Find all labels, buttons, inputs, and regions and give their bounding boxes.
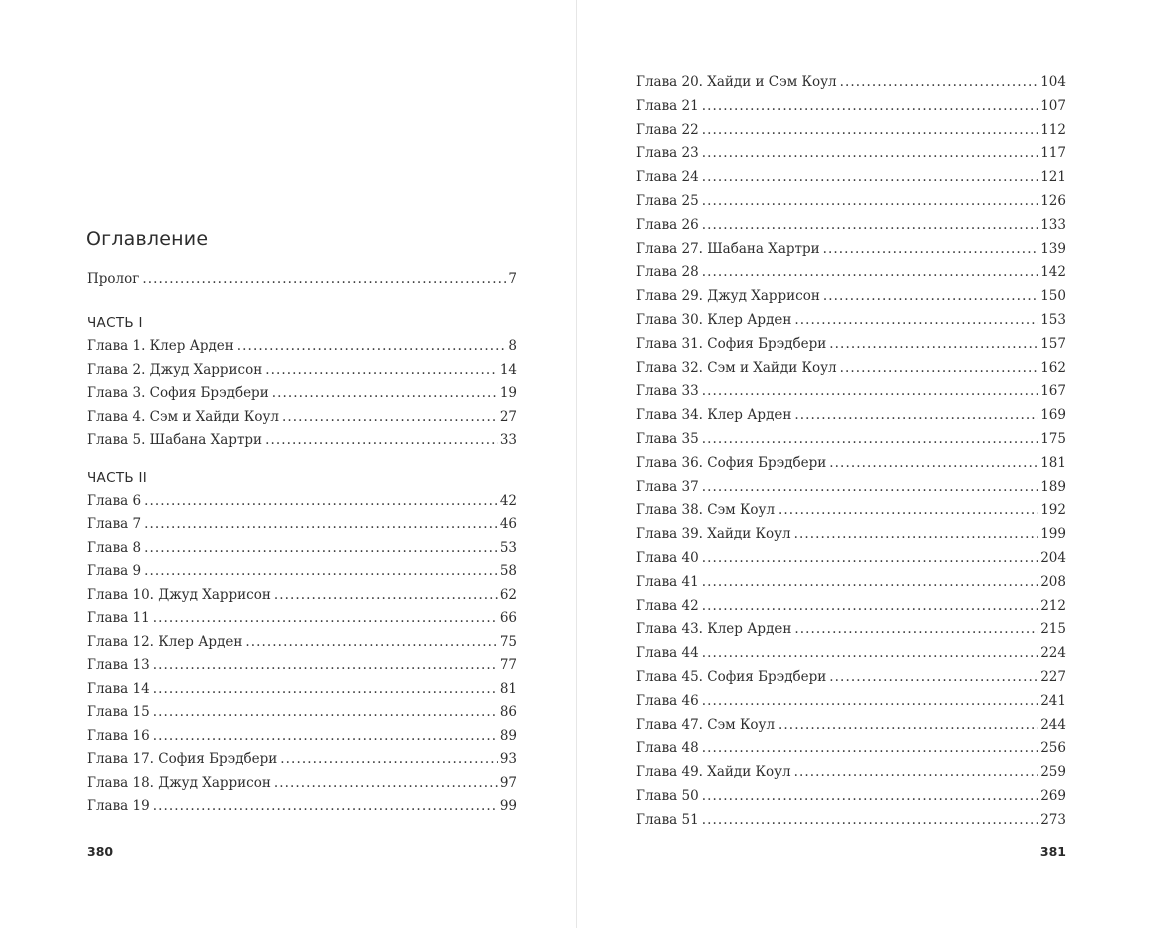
part-title: ЧАСТЬ II bbox=[87, 469, 148, 486]
toc-leader-dots bbox=[153, 678, 498, 702]
toc-entry-page: 244 bbox=[1040, 716, 1066, 733]
toc-entry-page: 181 bbox=[1040, 454, 1066, 471]
toc-entry-label: Глава 14 bbox=[87, 680, 150, 697]
toc-entry[interactable] bbox=[636, 404, 1066, 428]
toc-title: Оглавление bbox=[86, 228, 209, 250]
toc-entry-page: 46 bbox=[499, 516, 517, 532]
toc-entry-label: Глава 35 bbox=[636, 430, 699, 447]
toc-leader-dots bbox=[702, 142, 1039, 166]
toc-leader-dots bbox=[272, 382, 498, 406]
toc-leader-dots bbox=[153, 654, 498, 678]
toc-leader-dots bbox=[153, 795, 498, 819]
toc-entry-label: Глава 18. Джуд Харрисон bbox=[87, 774, 271, 791]
toc-entry[interactable] bbox=[636, 71, 1066, 95]
toc-entry[interactable] bbox=[636, 309, 1066, 333]
toc-entry-label: Глава 24 bbox=[636, 169, 699, 186]
toc-leader-dots bbox=[144, 560, 498, 584]
toc-entry[interactable] bbox=[87, 429, 517, 453]
toc-leader-dots bbox=[794, 309, 1038, 333]
toc-entry[interactable] bbox=[636, 357, 1066, 381]
toc-entry-label: Глава 39. Хайди Коул bbox=[636, 526, 791, 543]
toc-entry-page: 77 bbox=[499, 657, 517, 673]
toc-entry[interactable] bbox=[636, 190, 1066, 214]
toc-leader-dots bbox=[840, 71, 1039, 95]
toc-entry-page: 42 bbox=[499, 492, 517, 509]
toc-entry[interactable] bbox=[87, 584, 517, 608]
toc-leader-dots bbox=[702, 95, 1039, 119]
toc-entry[interactable] bbox=[636, 166, 1066, 190]
toc-entry-label: Глава 10. Джуд Харрисон bbox=[87, 586, 271, 603]
toc-entry-label: Глава 43. Клер Арден bbox=[636, 621, 792, 638]
toc-leader-dots bbox=[144, 513, 498, 537]
toc-leader-dots bbox=[829, 452, 1038, 476]
toc-entry-label: Глава 27. Шабана Хартри bbox=[636, 240, 820, 257]
toc-leader-dots bbox=[274, 584, 498, 608]
toc-entry-label: Глава 11 bbox=[87, 610, 150, 626]
toc-entry-page: 227 bbox=[1040, 668, 1066, 685]
toc-entry-label: Глава 51 bbox=[636, 811, 699, 828]
toc-leader-dots bbox=[778, 714, 1038, 738]
toc-entry-page: 204 bbox=[1040, 549, 1066, 566]
toc-entry-page: 241 bbox=[1040, 692, 1066, 709]
toc-entry[interactable] bbox=[636, 809, 1066, 833]
toc-entry[interactable] bbox=[87, 359, 517, 383]
toc-entry-page: 212 bbox=[1040, 597, 1066, 614]
toc-leader-dots bbox=[702, 642, 1039, 666]
toc-leader-dots bbox=[142, 268, 506, 292]
toc-entry[interactable] bbox=[636, 571, 1066, 595]
toc-entry-label: Глава 5. Шабана Хартри bbox=[87, 432, 263, 448]
toc-entry[interactable] bbox=[636, 119, 1066, 143]
toc-entry[interactable] bbox=[636, 523, 1066, 547]
toc-entry[interactable] bbox=[636, 785, 1066, 809]
toc-leader-dots bbox=[702, 809, 1039, 833]
toc-entry[interactable] bbox=[87, 701, 517, 725]
toc-entry-label: Глава 34. Клер Арден bbox=[636, 407, 792, 424]
toc-entry-page: 175 bbox=[1040, 430, 1066, 447]
toc-entry-label: Глава 9 bbox=[87, 563, 142, 579]
toc-entry-label: Глава 49. Хайди Коул bbox=[636, 764, 791, 781]
toc-leader-dots bbox=[237, 335, 507, 359]
toc-entry-page: 14 bbox=[499, 361, 517, 378]
toc-entry-label: Глава 7 bbox=[87, 516, 142, 532]
toc-entry-page: 121 bbox=[1040, 169, 1066, 186]
toc-entry-page: 86 bbox=[499, 704, 517, 720]
toc-entry[interactable] bbox=[636, 499, 1066, 523]
toc-entry-page: 167 bbox=[1040, 383, 1066, 400]
toc-entry-label: Глава 25 bbox=[636, 192, 699, 209]
toc-leader-dots bbox=[702, 595, 1039, 619]
toc-entry-page: 259 bbox=[1040, 764, 1066, 781]
toc-entry-page: 27 bbox=[499, 408, 517, 425]
toc-entry-label: Глава 46 bbox=[636, 692, 699, 709]
toc-leader-dots bbox=[702, 261, 1039, 285]
toc-entry-label: Глава 19 bbox=[87, 798, 150, 814]
toc-prologue-block bbox=[87, 268, 517, 292]
toc-entry[interactable] bbox=[636, 737, 1066, 761]
toc-entry-label: Глава 8 bbox=[87, 539, 142, 556]
toc-entry[interactable] bbox=[87, 678, 517, 702]
toc-entry[interactable] bbox=[87, 772, 517, 796]
toc-entry[interactable] bbox=[87, 490, 517, 514]
toc-entry-page: 58 bbox=[499, 563, 517, 579]
toc-entry-label: Глава 16 bbox=[87, 727, 150, 744]
toc-entry-page: 150 bbox=[1040, 288, 1066, 305]
toc-entry-page: 126 bbox=[1040, 192, 1066, 209]
toc-leader-dots bbox=[280, 748, 498, 772]
toc-entry[interactable] bbox=[636, 690, 1066, 714]
toc-entry-label: Глава 42 bbox=[636, 597, 699, 614]
toc-entry-page: 66 bbox=[499, 610, 517, 626]
toc-entry[interactable] bbox=[87, 748, 517, 772]
toc-entry[interactable] bbox=[636, 476, 1066, 500]
toc-entry-label: Глава 20. Хайди и Сэм Коул bbox=[636, 74, 837, 90]
toc-entry[interactable] bbox=[636, 642, 1066, 666]
toc-entry-page: 112 bbox=[1040, 121, 1066, 138]
toc-entry-page: 208 bbox=[1040, 573, 1066, 590]
toc-leader-dots bbox=[702, 785, 1039, 809]
toc-leader-dots bbox=[794, 523, 1039, 547]
toc-entry-label: Пролог bbox=[87, 271, 140, 287]
toc-entry[interactable] bbox=[636, 380, 1066, 404]
toc-leader-dots bbox=[794, 618, 1038, 642]
part-entries bbox=[87, 490, 517, 819]
toc-entry-label: Глава 41 bbox=[636, 573, 699, 590]
toc-entry-label: Глава 28 bbox=[636, 264, 699, 281]
toc-leader-dots bbox=[265, 429, 498, 453]
part-title: ЧАСТЬ I bbox=[87, 315, 143, 331]
toc-entry-page: 139 bbox=[1040, 240, 1066, 257]
toc-leader-dots bbox=[702, 119, 1039, 143]
toc-entry[interactable] bbox=[636, 761, 1066, 785]
toc-entry-label: Глава 1. Клер Арден bbox=[87, 338, 234, 354]
toc-leader-dots bbox=[153, 701, 498, 725]
toc-entry-page: 133 bbox=[1040, 216, 1066, 233]
toc-leader-dots bbox=[778, 499, 1038, 523]
toc-entry[interactable] bbox=[87, 795, 517, 819]
toc-entry-page: 273 bbox=[1040, 811, 1066, 828]
toc-entry-label: Глава 17. София Брэдбери bbox=[87, 751, 278, 767]
toc-entry-label: Глава 47. Сэм Коул bbox=[636, 716, 776, 733]
toc-entry-page: 89 bbox=[499, 727, 517, 744]
toc-leader-dots bbox=[153, 725, 498, 749]
toc-leader-dots bbox=[245, 631, 497, 655]
toc-entry-page: 8 bbox=[508, 338, 517, 354]
toc-entry[interactable] bbox=[87, 513, 517, 537]
toc-entry-label: Глава 23 bbox=[636, 145, 699, 162]
toc-entry-page: 157 bbox=[1040, 335, 1066, 352]
toc-entry-page: 189 bbox=[1040, 478, 1066, 495]
toc-parts bbox=[87, 298, 517, 819]
toc-entry-page: 153 bbox=[1040, 311, 1066, 328]
toc-entry[interactable] bbox=[636, 95, 1066, 119]
toc-leader-dots bbox=[702, 380, 1039, 404]
toc-leader-dots bbox=[702, 737, 1039, 761]
toc-entry-page: 19 bbox=[499, 385, 517, 401]
toc-entry[interactable] bbox=[87, 335, 517, 359]
toc-entry-label: Глава 44 bbox=[636, 645, 699, 662]
toc-leader-dots bbox=[153, 607, 498, 631]
toc-entry-label: Глава 37 bbox=[636, 478, 699, 495]
toc-leader-dots bbox=[840, 357, 1039, 381]
toc-entry[interactable] bbox=[87, 725, 517, 749]
toc-entry-page: 142 bbox=[1040, 264, 1066, 281]
toc-entry-label: Глава 36. София Брэдбери bbox=[636, 454, 827, 471]
toc-leader-dots bbox=[144, 537, 498, 561]
toc-entry-label: Глава 40 bbox=[636, 549, 699, 566]
toc-entry-page: 269 bbox=[1040, 787, 1066, 804]
toc-entry-page: 62 bbox=[499, 586, 517, 603]
toc-entry-label: Глава 31. София Брэдбери bbox=[636, 335, 827, 352]
toc-leader-dots bbox=[702, 190, 1039, 214]
toc-entry-page: 107 bbox=[1040, 97, 1066, 114]
toc-entry-page: 117 bbox=[1040, 145, 1066, 162]
toc-leader-dots bbox=[823, 238, 1039, 262]
toc-entry[interactable] bbox=[636, 714, 1066, 738]
toc-entry[interactable] bbox=[636, 261, 1066, 285]
toc-leader-dots bbox=[829, 666, 1038, 690]
toc-entry-page: 75 bbox=[499, 633, 517, 650]
toc-entry-label: Глава 38. Сэм Коул bbox=[636, 502, 776, 519]
toc-leader-dots bbox=[794, 761, 1039, 785]
toc-leader-dots bbox=[282, 406, 498, 430]
toc-entry-label: Глава 3. София Брэдбери bbox=[87, 385, 269, 401]
toc-entry-label: Глава 21 bbox=[636, 97, 699, 114]
toc-entry-page: 97 bbox=[499, 774, 517, 791]
toc-entry-label: Глава 13 bbox=[87, 657, 150, 673]
toc-entry-page: 224 bbox=[1040, 645, 1066, 662]
toc-leader-dots bbox=[702, 547, 1039, 571]
toc-leader-dots bbox=[702, 690, 1039, 714]
toc-entry-label: Глава 12. Клер Арден bbox=[87, 633, 243, 650]
toc-entry-label: Глава 50 bbox=[636, 787, 699, 804]
toc-entry[interactable] bbox=[636, 214, 1066, 238]
toc-entry[interactable] bbox=[636, 142, 1066, 166]
toc-entry[interactable] bbox=[636, 428, 1066, 452]
toc-entry-label: Глава 26 bbox=[636, 216, 699, 233]
toc-entry[interactable] bbox=[87, 537, 517, 561]
toc-entry-page: 81 bbox=[499, 680, 517, 697]
toc-entry-page: 162 bbox=[1040, 359, 1066, 376]
page-number: 380 bbox=[87, 844, 114, 859]
toc-leader-dots bbox=[794, 404, 1038, 428]
toc-entry-page: 199 bbox=[1040, 526, 1066, 543]
toc-entry-label: Глава 2. Джуд Харрисон bbox=[87, 361, 263, 378]
toc-leader-dots bbox=[702, 476, 1039, 500]
toc-entry-label: Глава 15 bbox=[87, 704, 150, 720]
toc-leader-dots bbox=[702, 428, 1039, 452]
toc-entry-page: 256 bbox=[1040, 740, 1066, 757]
toc-entry[interactable] bbox=[636, 238, 1066, 262]
toc-entry[interactable] bbox=[87, 631, 517, 655]
toc-leader-dots bbox=[265, 359, 498, 383]
toc-entry-label: Глава 22 bbox=[636, 121, 699, 138]
toc-entry[interactable] bbox=[636, 452, 1066, 476]
toc-entry[interactable] bbox=[87, 268, 517, 292]
toc-entry-label: Глава 48 bbox=[636, 740, 699, 757]
toc-entry-label: Глава 29. Джуд Харрисон bbox=[636, 288, 820, 305]
toc-entry-page: 93 bbox=[499, 751, 517, 767]
toc-entry[interactable] bbox=[636, 666, 1066, 690]
toc-entry-page: 99 bbox=[499, 798, 517, 814]
toc-entry-page: 192 bbox=[1040, 502, 1066, 519]
toc-entries bbox=[636, 71, 1066, 833]
toc-entry-page: 215 bbox=[1040, 621, 1066, 638]
page-number: 381 bbox=[1039, 844, 1066, 859]
toc-leader-dots bbox=[274, 772, 498, 796]
toc-entry-label: Глава 32. Сэм и Хайди Коул bbox=[636, 359, 837, 376]
toc-entry[interactable] bbox=[636, 595, 1066, 619]
toc-entry-label: Глава 4. Сэм и Хайди Коул bbox=[87, 408, 279, 425]
toc-entry-page: 169 bbox=[1040, 407, 1066, 424]
toc-entry[interactable] bbox=[87, 607, 517, 631]
toc-entry[interactable] bbox=[87, 406, 517, 430]
toc-leader-dots bbox=[144, 490, 498, 514]
toc-entry[interactable] bbox=[636, 285, 1066, 309]
toc-leader-dots bbox=[702, 166, 1039, 190]
toc-entry[interactable] bbox=[636, 547, 1066, 571]
toc-leader-dots bbox=[829, 333, 1038, 357]
toc-entry-page: 53 bbox=[499, 539, 517, 556]
toc-entry-label: Глава 6 bbox=[87, 492, 142, 509]
toc-entry[interactable] bbox=[636, 618, 1066, 642]
toc-leader-dots bbox=[823, 285, 1038, 309]
toc-entry[interactable] bbox=[87, 382, 517, 406]
part-entries bbox=[87, 335, 517, 453]
toc-entry[interactable] bbox=[87, 654, 517, 678]
toc-entry-page: 7 bbox=[508, 271, 517, 287]
toc-entry-label: Глава 30. Клер Арден bbox=[636, 311, 792, 328]
right-page bbox=[577, 0, 1152, 928]
toc-entry-label: Глава 45. София Брэдбери bbox=[636, 668, 827, 685]
toc-entry[interactable] bbox=[87, 560, 517, 584]
toc-entry-label: Глава 33 bbox=[636, 383, 699, 400]
toc-entry[interactable] bbox=[636, 333, 1066, 357]
toc-leader-dots bbox=[702, 571, 1039, 595]
toc-leader-dots bbox=[702, 214, 1039, 238]
toc-entry-page: 33 bbox=[499, 432, 517, 448]
toc-entry-page: 104 bbox=[1040, 74, 1066, 90]
